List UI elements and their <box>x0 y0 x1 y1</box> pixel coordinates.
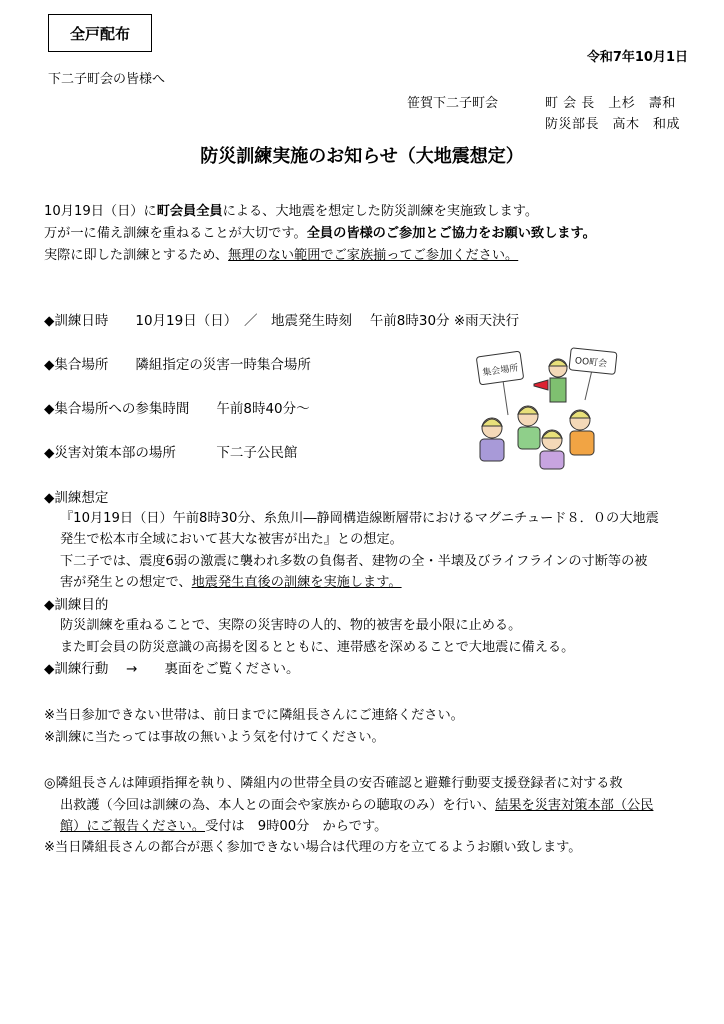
distribution-badge: 全戸配布 <box>48 14 152 52</box>
note-safety: ※訓練に当たっては事故の無いよう気を付けてください。 <box>44 730 385 745</box>
training-date-item: ◆訓練日時 10月19日（日） ／ 地震発生時刻 午前8時30分 ※雨天決行 <box>44 313 520 329</box>
intro-line-3: 実際に即した訓練とするため、無理のない範囲でご家族揃ってご参加ください。 <box>44 248 519 263</box>
scenario-line-1: 『10月19日（日）午前8時30分、糸魚川―静岡構造線断層帯におけるマグニチュード８．０の大地震 <box>60 511 659 526</box>
purpose-line-1: 防災訓練を重ねることで、実際の災害時の人的、物的被害を最小限に止める。 <box>60 618 522 633</box>
scenario-line-4: 害が発生との想定で、地震発生直後の訓練を実施します。 <box>60 575 402 590</box>
organization-name: 笹賀下二子町会 <box>407 96 499 111</box>
assembly-place-item: ◆集合場所 隣組指定の災害一時集合場所 <box>44 357 311 373</box>
purpose-line-2: また町会員の防災意識の高揚を図るとともに、連帯感を深めることで大地震に備える。 <box>60 640 575 655</box>
scenario-line-2: 発生で松本市全域において甚大な被害が出た』との想定。 <box>60 532 403 547</box>
intro-line-1: 10月19日（日）に町会員全員による、大地震を想定した防災訓練を実施致します。 <box>44 204 539 219</box>
leader-line-4: ※当日隣組長さんの都合が悪く参加できない場合は代理の方を立てるようお願い致します。 <box>44 840 582 855</box>
drill-gathering-illustration <box>470 340 620 472</box>
scenario-line-3: 下二子では、震度6弱の激震に襲われ多数の負傷者、建物の全・半壊及びライフラインの寸断等の被 <box>60 554 648 569</box>
page-title: 防災訓練実施のお知らせ（大地震想定） <box>200 146 524 167</box>
leader-line-3: 館）にご報告ください。受付は 9時00分 からです。 <box>60 819 388 834</box>
hq-location-item: ◆災害対策本部の場所 下二子公民館 <box>44 445 298 461</box>
svg-text:OO町会: OO町会 <box>574 356 608 370</box>
issue-date: 令和7年10月1日 <box>586 50 688 65</box>
town-sign <box>569 348 617 375</box>
purpose-heading: ◆訓練目的 <box>44 597 109 613</box>
note-absence: ※当日参加できない世帯は、前日までに隣組長さんにご連絡ください。 <box>44 708 464 723</box>
disaster-head-line: 防災部長 高木 和成 <box>545 117 681 132</box>
scenario-heading: ◆訓練想定 <box>44 490 109 506</box>
intro-line-2: 万が一に備え訓練を重ねることが大切です。全員の皆様のご参加とご協力をお願い致します。 <box>44 226 596 241</box>
assembly-sign <box>476 351 523 385</box>
training-action: ◆訓練行動 → 裏面をご覧ください。 <box>44 661 300 677</box>
leader-line-1: ◎隣組長さんは陣頭指揮を執り、隣組内の世帯全員の安否確認と避難行動要支援登録者に対する救 <box>44 776 623 791</box>
assembly-time-item: ◆集合場所への参集時間 午前8時40分～ <box>44 401 310 417</box>
chairman-line: 町 会 長 上杉 壽和 <box>545 96 676 111</box>
greeting: 下二子町会の皆様へ <box>48 72 166 87</box>
leader-line-2: 出救護（今回は訓練の為、本人との面会や家族からの聴取のみ）を行い、結果を災害対策本部（公民 <box>60 798 654 813</box>
svg-text:集会場所: 集会場所 <box>481 363 519 379</box>
